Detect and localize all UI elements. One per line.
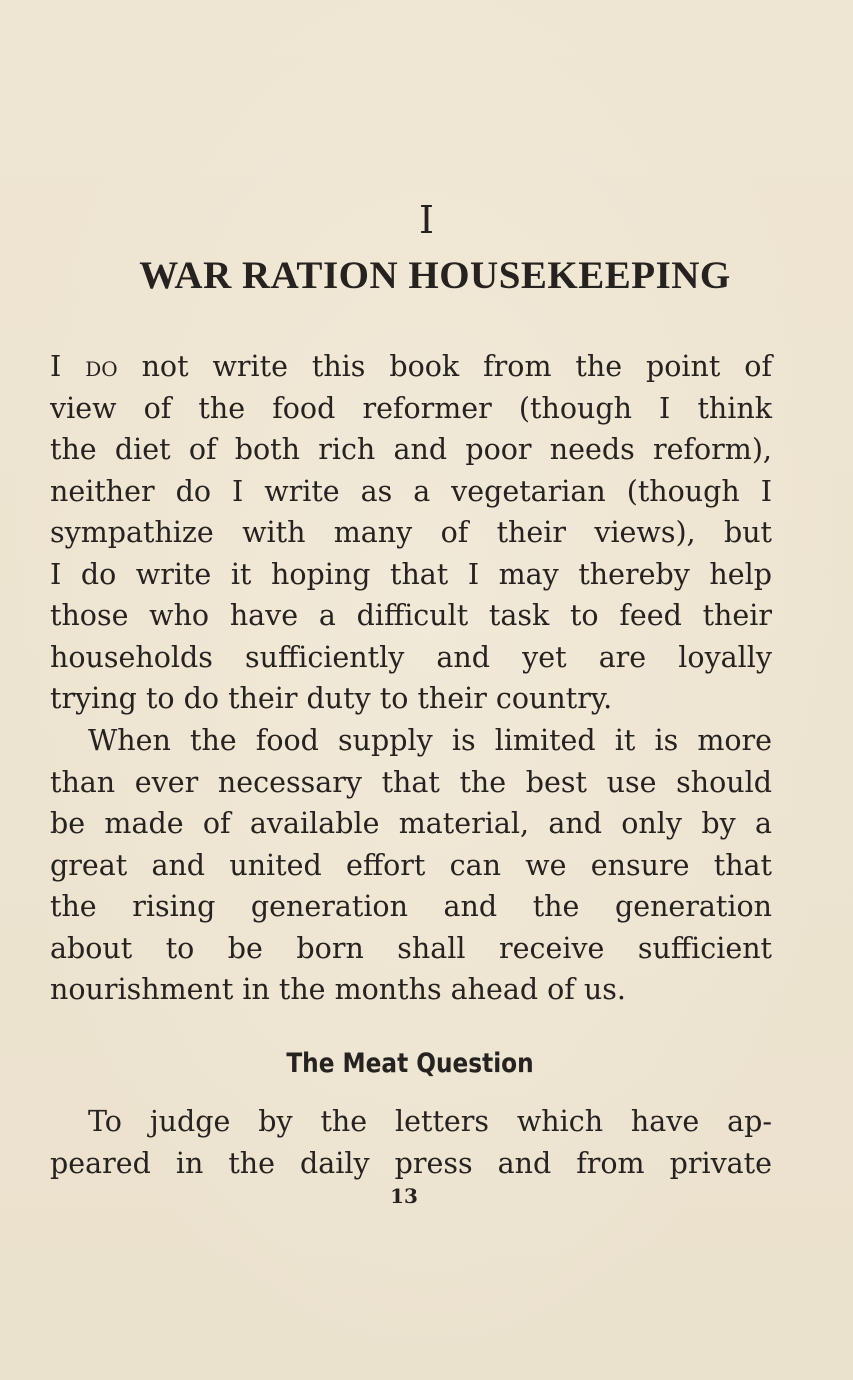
paragraph-line: about to be born shall receive sufficient bbox=[50, 931, 772, 965]
paragraph-line: those who have a difficult task to feed their bbox=[50, 599, 772, 632]
chapter-number: I bbox=[418, 198, 434, 242]
paragraph-line: than ever necessary that the best use should bbox=[50, 765, 772, 799]
paragraph-line: I do write it hoping that I may thereby help bbox=[50, 557, 772, 591]
paragraph-line: trying to do their duty to their country. bbox=[50, 682, 613, 715]
paragraph-food-supply bbox=[50, 720, 772, 1011]
paragraph-line: nourishment in the months ahead of us. bbox=[50, 973, 626, 1006]
paragraph-line: sympathize with many of their views), but bbox=[50, 516, 772, 549]
page-number: 13 bbox=[390, 1184, 418, 1208]
paragraph-line: households sufficiently and yet are loyally bbox=[50, 640, 772, 674]
paragraph-intro bbox=[50, 346, 772, 720]
paragraph-line: When the food supply is limited it is more bbox=[88, 724, 772, 757]
paragraph-line: neither do I write as a vegetarian (though I bbox=[50, 474, 772, 508]
paragraph-line bbox=[50, 346, 772, 388]
paragraph-meat-question bbox=[50, 1101, 772, 1184]
paragraph-line: peared in the daily press and from private bbox=[50, 1146, 772, 1180]
paragraph-line: the rising generation and the generation bbox=[50, 890, 772, 923]
paragraph-line: view of the food reformer (though I think bbox=[50, 391, 772, 425]
opening-word: I bbox=[50, 350, 86, 383]
paragraph-line: the diet of both rich and poor needs reform), bbox=[50, 433, 772, 466]
opening-smallcaps: do bbox=[85, 350, 118, 383]
paragraph-line: great and united effort can we ensure that bbox=[50, 848, 772, 882]
paragraph-line: be made of available material, and only by a bbox=[50, 807, 772, 840]
chapter-title: WAR RATION HOUSEKEEPING bbox=[139, 254, 731, 297]
paragraph-line: To judge by the letters which have ap- bbox=[88, 1105, 772, 1138]
paragraph-line-text: not write this book from the point of bbox=[117, 350, 772, 383]
section-heading: The Meat Question bbox=[286, 1048, 534, 1079]
